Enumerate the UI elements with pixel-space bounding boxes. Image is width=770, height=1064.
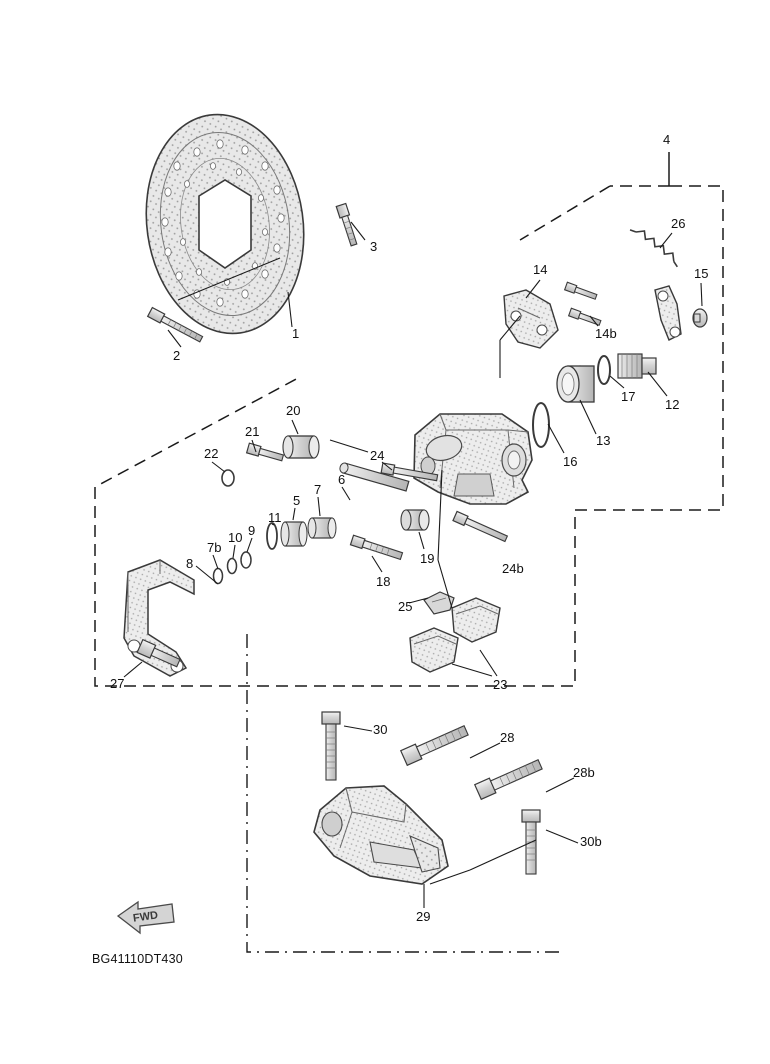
sleeve-part-7: [308, 518, 336, 538]
callout-12: 12: [665, 397, 680, 412]
washer-part-10: [241, 552, 251, 568]
callout-17: 17: [621, 389, 636, 404]
callout-24b: 24b: [502, 561, 524, 576]
pin-part-18: [350, 535, 403, 561]
callout-3: 3: [370, 239, 378, 254]
callout-23: 23: [493, 677, 508, 692]
o-ring-part-11: [267, 523, 277, 549]
callout-18: 18: [376, 574, 391, 589]
callout-27: 27: [110, 676, 125, 691]
callout-25: 25: [398, 599, 413, 614]
callout-7b: 7b: [207, 540, 222, 555]
callout-16: 16: [563, 454, 578, 469]
o-ring-part-17: [598, 356, 610, 384]
callout-28: 28: [500, 730, 515, 745]
callout-24: 24: [370, 448, 385, 463]
callout-14b: 14b: [595, 326, 617, 341]
callout-13: 13: [596, 433, 611, 448]
fwd-arrow-label: FWD: [132, 909, 159, 925]
bolt-part-28b: [475, 757, 544, 799]
callout-19: 19: [420, 551, 435, 566]
pivot-bolt-part-15: [693, 309, 707, 327]
washer-part-9: [228, 559, 237, 574]
pin-part-21: [247, 443, 284, 463]
callout-30b: 30b: [580, 834, 602, 849]
caliper-body: [414, 414, 532, 504]
callout-8: 8: [186, 556, 194, 571]
callout-2: 2: [173, 348, 181, 363]
bushing-part-20: [283, 436, 319, 458]
callout-20: 20: [286, 403, 301, 418]
callout-21: 21: [245, 424, 260, 439]
bolt-part-24b: [453, 511, 508, 543]
bolt-part-28a: [401, 723, 470, 765]
retainer-part-14: [504, 290, 558, 348]
callout-15: 15: [694, 266, 709, 281]
assembly-boundary-lower: [247, 634, 560, 952]
bolt-part-14a: [565, 282, 598, 300]
diagram-part-code: BG41110DT430: [92, 952, 183, 966]
callout-28b: 28b: [573, 765, 595, 780]
callout-10: 10: [228, 530, 243, 545]
lever-part-15: [655, 286, 681, 340]
callout-26: 26: [671, 216, 686, 231]
mount-bracket-part-29: [314, 786, 448, 884]
bolt-part-3: [336, 203, 358, 246]
callout-30: 30: [373, 722, 388, 737]
callout-11: 11: [268, 510, 282, 525]
callout-29: 29: [416, 909, 431, 924]
washer-part-22: [222, 470, 234, 486]
callout-22: 22: [204, 446, 219, 461]
callout-9: 9: [248, 523, 256, 538]
sleeve-part-5: [281, 522, 307, 546]
callout-14: 14: [533, 262, 548, 277]
seal-ring-part-16: [533, 403, 549, 447]
bolt-part-30a: [322, 712, 340, 780]
callout-6: 6: [338, 472, 346, 487]
callout-4: 4: [663, 132, 671, 147]
cap-part-19: [401, 510, 429, 530]
shim-part-25: [424, 592, 454, 614]
brake-pad-a-part-23: [452, 598, 500, 642]
piston-part-13: [557, 366, 594, 402]
pin-part-6: [339, 462, 409, 491]
callout-7: 7: [314, 482, 322, 497]
brake-pad-b-part-23: [410, 628, 458, 672]
callout-5: 5: [293, 493, 301, 508]
callout-1: 1: [292, 326, 300, 341]
